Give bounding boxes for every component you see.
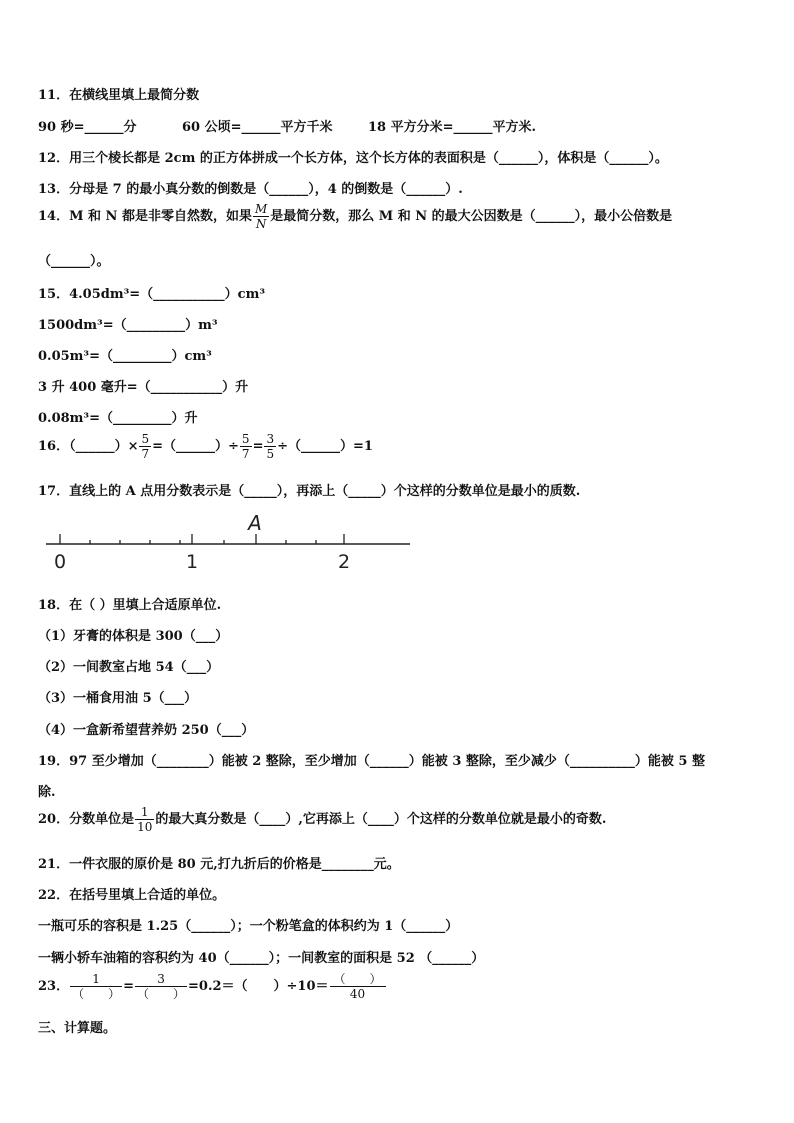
point-a-label: A: [248, 511, 262, 535]
q14-line: [38, 203, 672, 230]
q21-text: 21．一件衣服的原价是 80 元,打九折后的价格是________元。: [38, 857, 400, 872]
q22-line-1: 一瓶可乐的容积是 1.25（______）；一个粉笔盒的体积约为 1（______）: [38, 919, 459, 934]
q18-title: 18．在（ ）里填上合适原单位.: [38, 598, 222, 613]
q18-item-2: （2）一间教室占地 54（___）: [38, 660, 220, 675]
q11-item-a: 90 秒=______分: [38, 120, 137, 135]
q14-cont: （______）。: [38, 254, 110, 269]
q20-fraction: $\frac{1}{10}$: [137, 805, 153, 834]
q16-part-2: =（______）÷: [152, 439, 239, 454]
q18-item-3: （3）一桶食用油 5（___）: [38, 691, 198, 706]
q22-title: 22．在括号里填上合适的单位。: [38, 888, 226, 903]
q23-fraction-3: $\frac{( )}{40}$: [330, 973, 386, 1000]
q14-pre: 14．M 和 N 都是非零自然数，如果: [38, 209, 252, 224]
q15-line-3: 0.05m³=（_________）cm³: [38, 349, 212, 364]
q11-item-b: 60 公顷=______平方千米: [182, 120, 333, 135]
q13-text: 13．分母是 7 的最小真分数的倒数是（______），4 的倒数是（______）.: [38, 182, 463, 197]
q12-text: 12．用三个棱长都是 2cm 的正方体拼成一个长方体，这个长方体的表面积是（______），体积是（______）。: [38, 151, 668, 166]
tick-label-1: 1: [185, 551, 199, 572]
q15-line-5: 0.08m³=（_________）升: [38, 411, 198, 426]
q20-line: [38, 806, 606, 833]
q16-part-3: =: [252, 439, 264, 454]
q16-line: [38, 433, 373, 460]
q14-post: 是最简分数，那么 M 和 N 的最大公因数是（______），最小公倍数是: [270, 209, 673, 224]
q16-fraction-3: $\frac{3}{5}$: [266, 432, 275, 461]
q16-fraction-2: $\frac{5}{7}$: [241, 432, 250, 461]
q23-fraction-1: $\frac{1}{( )}$: [72, 972, 121, 1001]
tick-label-2: 2: [337, 551, 351, 572]
q16-part-1: 16．（______）×: [38, 439, 139, 454]
q22-line-2: 一辆小轿车油箱的容积约为 40（______）；一间教室的面积是 52 （______）: [38, 951, 485, 966]
q23-fraction-2: $\frac{3}{( )}$: [137, 972, 186, 1001]
q23-line: [38, 973, 387, 1000]
q11-title: 11．在横线里填上最简分数: [38, 88, 200, 103]
q19-line-2: 除.: [38, 785, 56, 800]
q11-item-c: 18 平方分米=______平方米.: [368, 120, 537, 135]
tick-label-0: 0: [53, 551, 67, 572]
q15-line-4: 3 升 400 毫升=（___________）升: [38, 380, 249, 395]
q23-pre: 23．: [38, 979, 70, 994]
q17-text: 17．直线上的 A 点用分数表示是（_____），再添上（_____）个这样的分数单位是最小的质数.: [38, 484, 581, 499]
q18-item-1: （1）牙膏的体积是 300（___）: [38, 629, 229, 644]
q15-line-1: 15．4.05dm³=（___________）cm³: [38, 287, 266, 302]
q20-pre: 20．分数单位是: [38, 812, 135, 827]
q19-line-1: 19．97 至少增加（________）能被 2 整除，至少增加（______）能被 3 整除，至少减少（__________）能被 5 整: [38, 754, 705, 769]
q16-fraction-1: $\frac{5}{7}$: [141, 432, 150, 461]
q20-post: 的最大真分数是（____）,它再添上（____）个这样的分数单位就是最小的奇数.: [155, 812, 607, 827]
q16-part-4: ÷（______）=1: [277, 439, 373, 454]
section-3-heading: 三、计算题。: [38, 1021, 117, 1036]
number-line-ticks: [60, 534, 344, 544]
q23-eq-1: =: [123, 979, 135, 994]
q18-item-4: （4）一盒新希望营养奶 250（___）: [38, 723, 255, 738]
q14-fraction: $\frac{M}{N}$: [254, 202, 268, 231]
number-line-diagram: [40, 508, 420, 572]
q23-eq-2: =0.2＝（ ）÷10＝: [188, 979, 329, 994]
q15-line-2: 1500dm³=（_________）m³: [38, 318, 218, 333]
